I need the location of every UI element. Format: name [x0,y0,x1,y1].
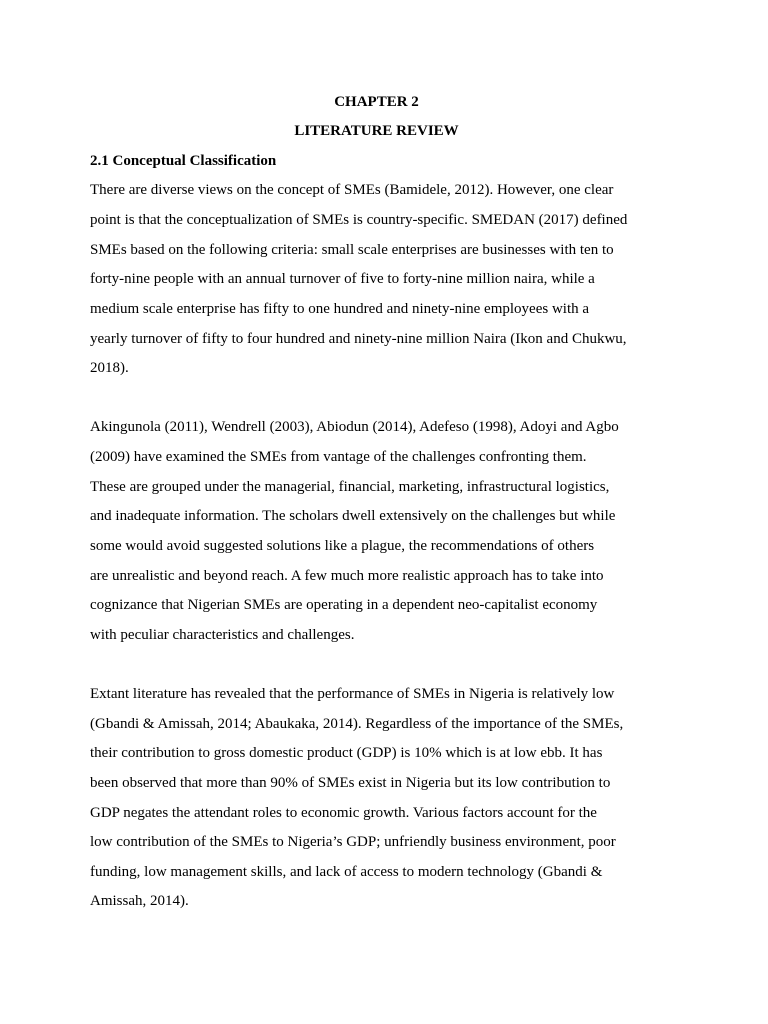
paragraph-line: low contribution of the SMEs to Nigeria’s GDP; unfriendly business environment, poor [90,834,616,850]
chapter-number: CHAPTER 2 [334,94,419,110]
chapter-title: LITERATURE REVIEW [294,123,459,139]
paragraph-line: cognizance that Nigerian SMEs are operating in a dependent neo-capitalist economy [90,597,598,613]
paragraph-line: and inadequate information. The scholars dwell extensively on the challenges but while [90,508,616,524]
paragraph-line: GDP negates the attendant roles to economic growth. Various factors account for the [90,805,597,821]
paragraph-line: These are grouped under the managerial, financial, marketing, infrastructural logistics, [90,479,610,495]
paragraph-line: funding, low management skills, and lack of access to modern technology (Gbandi & [90,864,603,880]
paragraph-line: (Gbandi & Amissah, 2014; Abaukaka, 2014). Regardless of the importance of the SMEs, [90,716,624,732]
paragraph-line: their contribution to gross domestic product (GDP) is 10% which is at low ebb. It has [90,745,603,761]
paragraph-line: been observed that more than 90% of SMEs exist in Nigeria but its low contribution to [90,775,611,791]
paragraph-line: some would avoid suggested solutions like a plague, the recommendations of others [90,538,595,554]
paragraph-line: forty-nine people with an annual turnover of five to forty-nine million naira, while a [90,271,595,287]
section-heading: 2.1 Conceptual Classification [90,153,277,169]
paragraph-line: with peculiar characteristics and challenges. [90,627,355,643]
paragraph-line: Amissah, 2014). [90,893,189,909]
paragraph-line: 2018). [90,360,129,376]
paragraph-line: Akingunola (2011), Wendrell (2003), Abiodun (2014), Adefeso (1998), Adoyi and Agbo [90,419,619,435]
paragraph-line: SMEs based on the following criteria: small scale enterprises are businesses with ten to [90,242,614,258]
paragraph-line: There are diverse views on the concept of SMEs (Bamidele, 2012). However, one clear [90,182,614,198]
paragraph-line: (2009) have examined the SMEs from vantage of the challenges confronting them. [90,449,587,465]
paragraph-line: yearly turnover of fifty to four hundred and ninety-nine million Naira (Ikon and Chukwu, [90,331,627,347]
paragraph-line: are unrealistic and beyond reach. A few much more realistic approach has to take into [90,568,604,584]
paragraph-line: point is that the conceptualization of SMEs is country-specific. SMEDAN (2017) defined [90,212,628,228]
paragraph-line: medium scale enterprise has fifty to one hundred and ninety-nine employees with a [90,301,590,317]
paragraph-line: Extant literature has revealed that the performance of SMEs in Nigeria is relatively low [90,686,615,702]
